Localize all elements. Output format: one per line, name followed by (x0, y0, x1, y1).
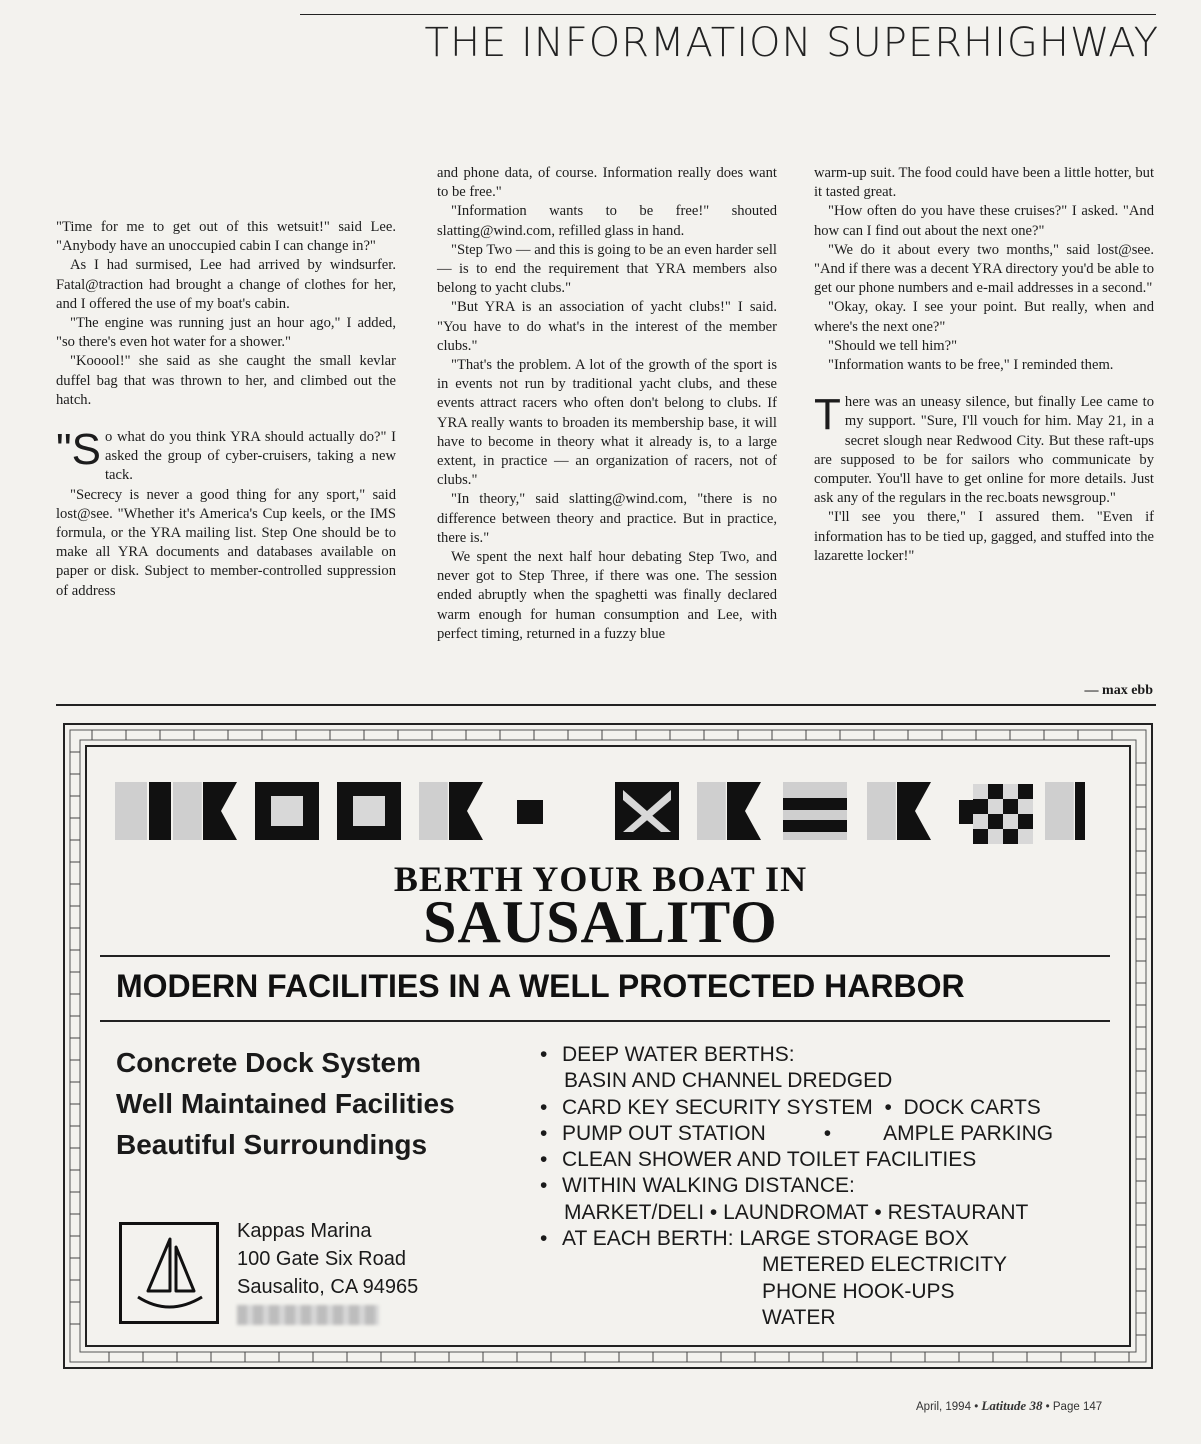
section-divider (56, 704, 1156, 706)
article-column-2 (437, 164, 777, 644)
amenity-item: • AT EACH BERTH: LARGE STORAGE BOX (540, 1227, 969, 1251)
feature-item: Well Maintained Facilities (116, 1088, 455, 1119)
paragraph: "We do it about every two months," said lost@see. "And if there was a decent YRA directory you'd be able to get our phone numbers and e-mail addresses in a second." (814, 241, 1154, 297)
amenities-list (540, 1042, 1053, 1331)
paragraph: "Okay, okay. I see your point. But really, when and where's the next one?" (814, 299, 1154, 335)
amenity-item: • PUMP OUT STATION • AMPLE PARKING (540, 1121, 1054, 1145)
marina-address (237, 1217, 418, 1333)
paragraph: "I'll see you there," I assured them. "Even if information has to be tied up, gagged, and stuffed into the lazarette locker!" (814, 509, 1154, 564)
paragraph: "Should we tell him?" (828, 337, 958, 354)
amenity-item: • CARD KEY SECURITY SYSTEM • DOCK CARTS (540, 1095, 1041, 1119)
paragraph: "The engine was running just an hour ago," I added, "so there's even hot water for a shower." (56, 315, 396, 351)
drop-cap: "S (56, 425, 101, 475)
marina-name: Kappas Marina (237, 1220, 372, 1242)
divider (100, 1020, 1110, 1022)
page-number: Page 147 (1052, 1401, 1103, 1413)
amenity-item: MARKET/DELI • LAUNDROMAT • RESTAURANT (564, 1200, 1029, 1224)
amenity-item: METERED ELECTRICITY (762, 1253, 1008, 1277)
feature-item: Beautiful Surroundings (116, 1129, 428, 1160)
marina-city: Sausalito, CA 94965 (237, 1276, 419, 1298)
paragraph-with-dropcap: There was an uneasy silence, but finally Lee came to my support. "Sure, I'll vouch for him. May 21, in a secret slough near Redwood City. But these raft-ups are supposed to be for sailors who communicate by computer. You'll have to get online for more details. Just ask any of the regulars in the rec.boats newsgroup." (814, 390, 1154, 507)
paragraph-with-dropcap: "So what do you think YRA should actually do?" I asked the group of cyber-cruisers, taking a new tack. (56, 425, 396, 484)
marina-street: 100 Gate Six Road (237, 1248, 406, 1270)
author-byline: — max ebb (1084, 683, 1153, 698)
paragraph: "Kooool!" she said as she caught the small kevlar duffel bag that was thrown to her, and climbed out the hatch. (56, 353, 396, 408)
ad-headline-location: SAUSALITO (423, 889, 778, 955)
paragraph: "Secrecy is never a good thing for any sport," said lost@see. "Whether it's America's Cup keels, or the IMS formula, or the YRA mailing list. Step One should be to make all YRA documents and databases available on paper or disk. Subject to member-controlled suppression of address (56, 486, 396, 599)
drop-cap: T (814, 390, 841, 440)
divider (100, 955, 1110, 957)
paragraph: "Information wants to be free," I reminded them. (828, 357, 1114, 374)
paragraph: and phone data, of course. Information really does want to be free." (437, 165, 777, 201)
signal-flags-banner (115, 778, 1085, 850)
page-title: THE INFORMATION SUPERHIGHWAY (424, 20, 1159, 66)
magazine-name: Latitude 38 (981, 1398, 1043, 1413)
amenity-item: WATER (762, 1305, 836, 1329)
paragraph: warm-up suit. The food could have been a little hotter, but it tasted great. (814, 165, 1154, 201)
paragraph: "Time for me to get out of this wetsuit!" said Lee. "Anybody have an unoccupied cabin I can change in?" (56, 219, 396, 255)
paragraph: As I had surmised, Lee had arrived by windsurfer. Fatal@traction had brought a change of clothes for her, and I offered the use of my boat's cabin. (56, 257, 396, 312)
paragraph: "That's the problem. A lot of the growth of the sport is in events not run by traditional yacht clubs, and these events attract racers who often don't belong to clubs. If YRA really wants to broaden its membership base, it will have to become in theory what it already is, to a large extent, in practice — an organization of racers, not of clubs." (437, 357, 777, 489)
paragraph: We spent the next half hour debating Step Two, and never got to Step Three, if there was one. The session ended abruptly when the spaghetti was finally declared warm enough for human consumption and Lee, with perfect timing, returned in a fuzzy blue (437, 549, 777, 642)
feature-item: Concrete Dock System (116, 1047, 422, 1078)
issue-date: April, 1994 (916, 1401, 971, 1413)
amenity-item: • WITHIN WALKING DISTANCE: (540, 1174, 855, 1198)
paragraph: "Step Two — and this is going to be an even harder sell — is to end the requirement that YRA members also belong to yacht clubs." (437, 241, 777, 297)
ad-tagline: MODERN FACILITIES IN A WELL PROTECTED HARBOR (116, 968, 965, 1004)
header-rule (300, 14, 1156, 15)
paragraph: "How often do you have these cruises?" I asked. "And how can I find out about the next one?" (814, 203, 1154, 239)
amenity-item: BASIN AND CHANNEL DREDGED (564, 1069, 893, 1093)
amenity-item: PHONE HOOK-UPS (762, 1279, 955, 1303)
article-column-1 (56, 218, 396, 601)
paragraph: "Information wants to be free!" shouted slatting@wind.com, refilled glass in hand. (437, 203, 777, 239)
paragraph: "But YRA is an association of yacht clubs!" I said. "You have to do what's in the interest of the member clubs." (437, 299, 777, 354)
feature-list (116, 1042, 455, 1165)
paragraph: "In theory," said slatting@wind.com, "there is no difference between theory and practice. But in practice, there is." (437, 491, 777, 546)
page-footer: April, 1994 • Latitude 38 • Page 147 (916, 1398, 1103, 1413)
redacted-phone (237, 1301, 418, 1333)
amenity-item: • CLEAN SHOWER AND TOILET FACILITIES (540, 1148, 977, 1172)
article-column-3 (814, 164, 1154, 566)
amenity-item: • DEEP WATER BERTHS: (540, 1043, 795, 1066)
sailboat-logo-icon (119, 1222, 219, 1324)
ad-headline: BERTH YOUR BOAT IN (393, 859, 808, 899)
